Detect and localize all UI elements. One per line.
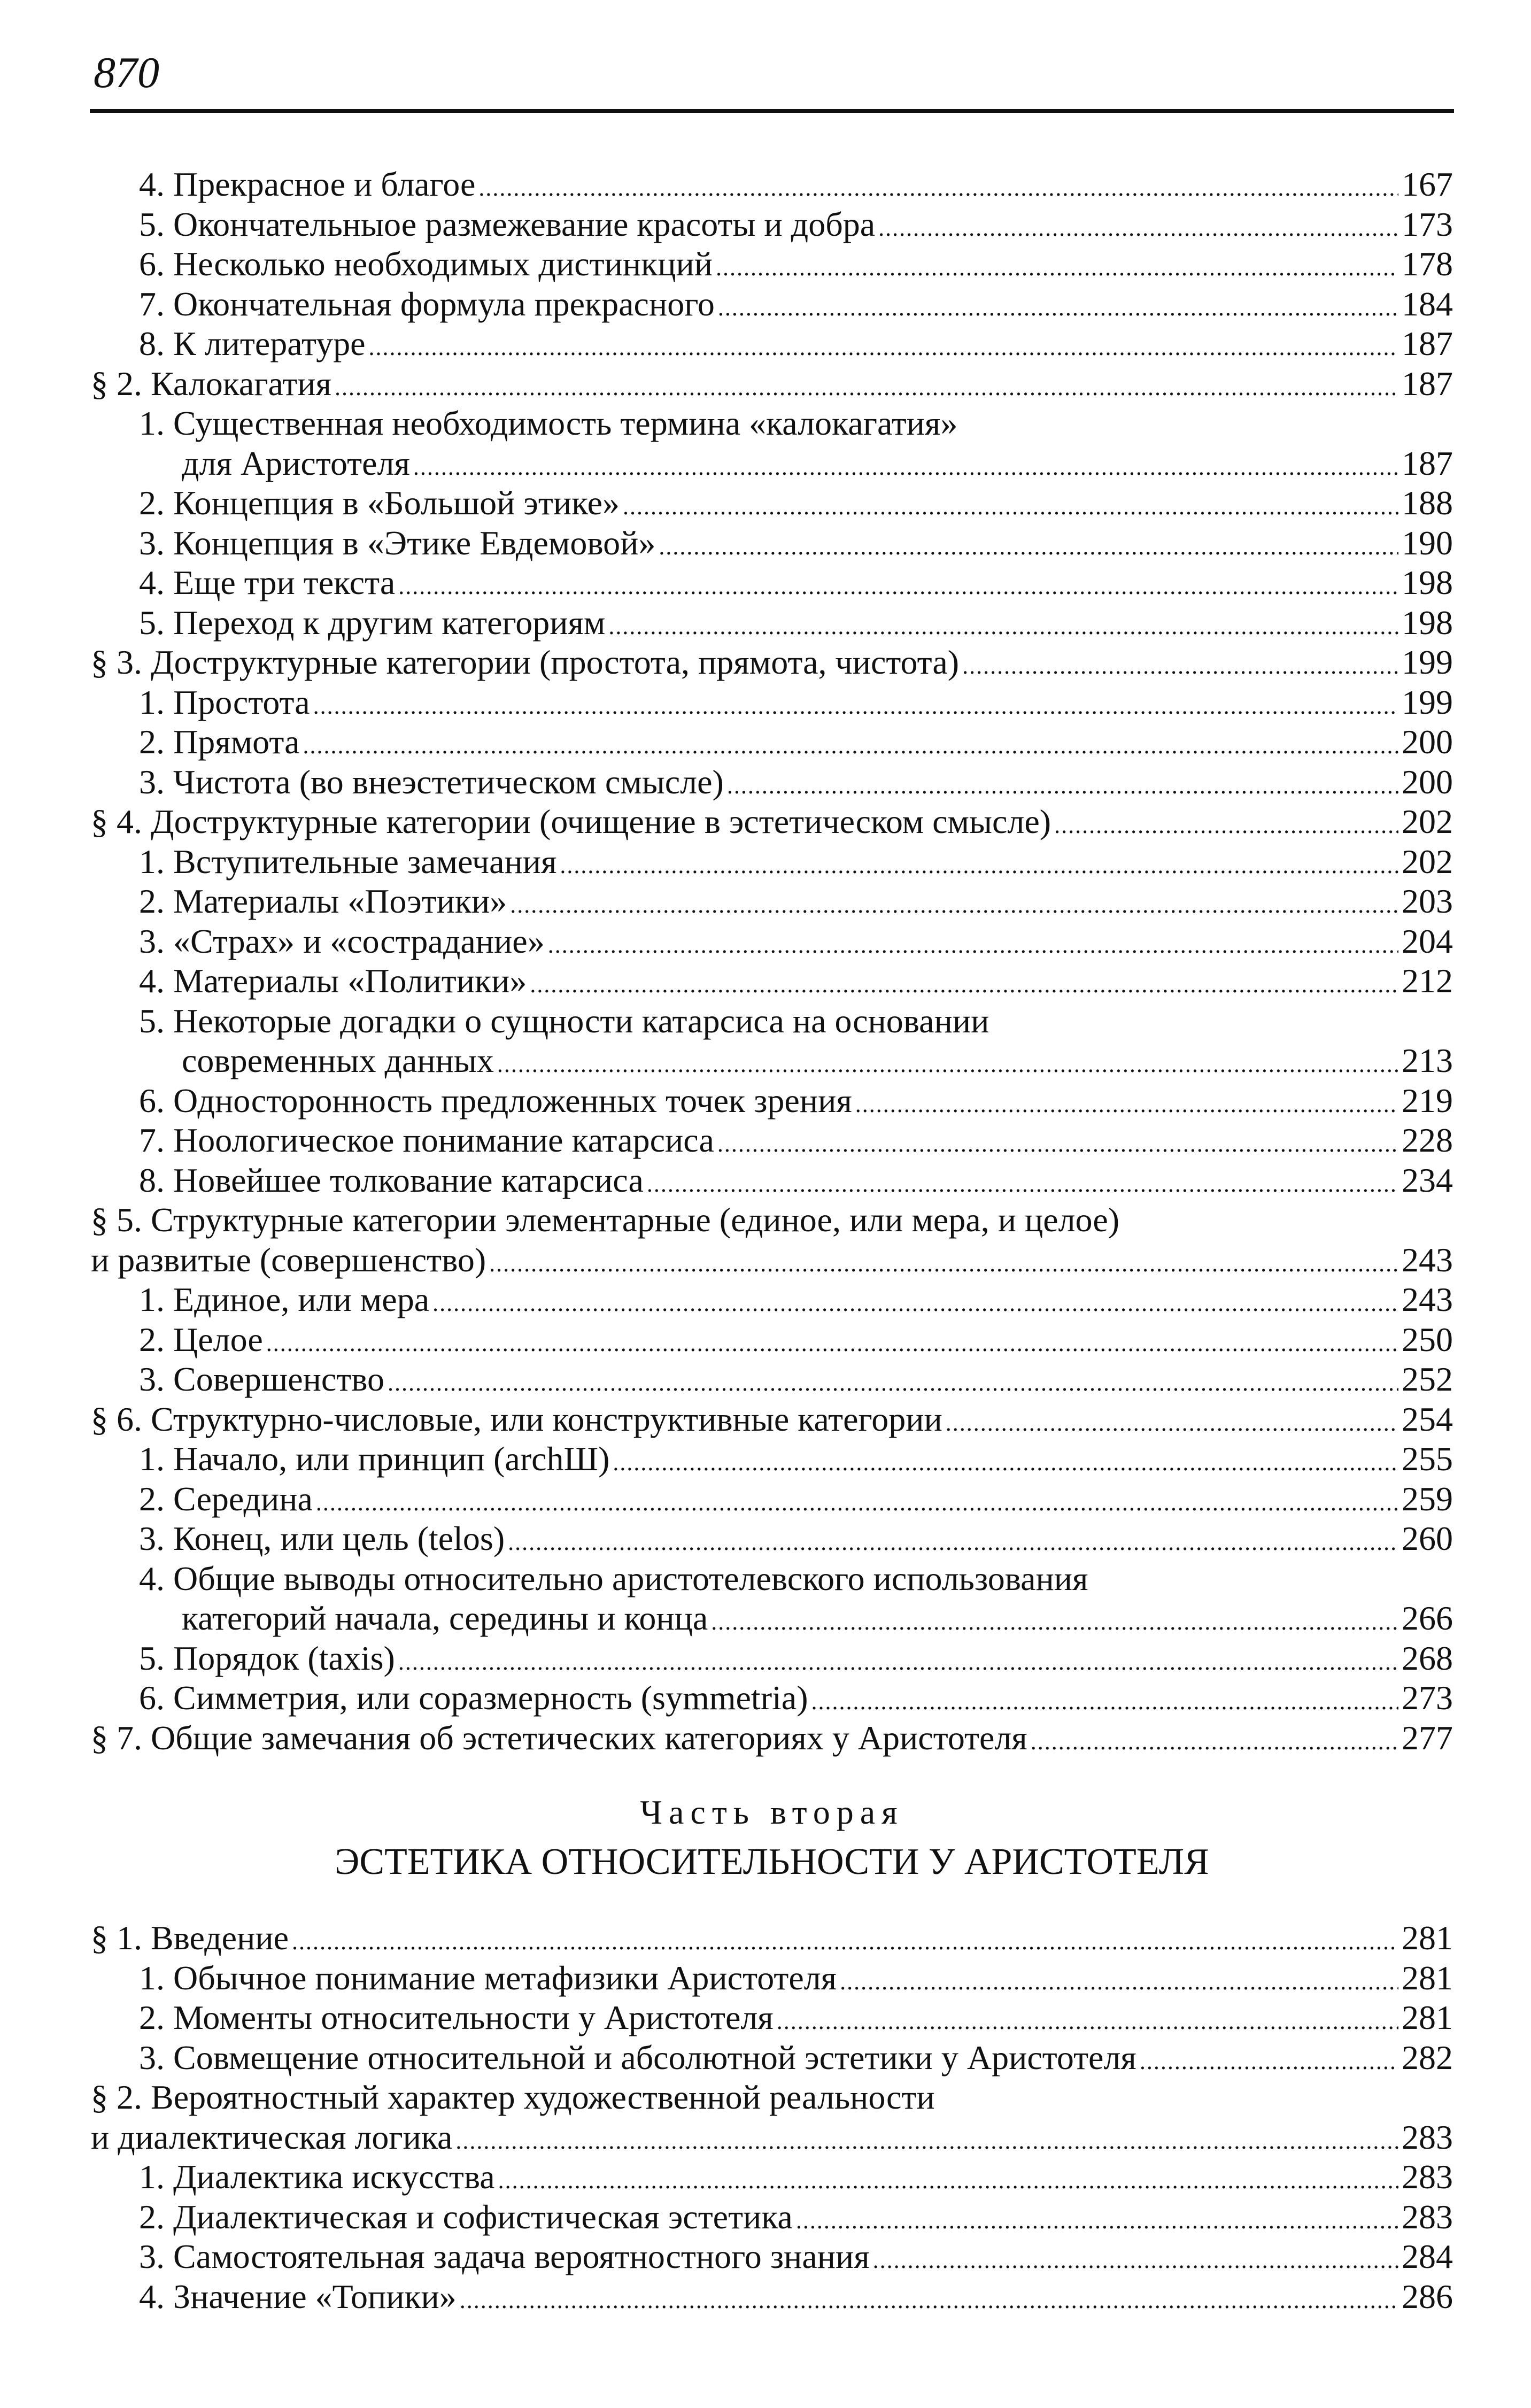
header-rule	[90, 109, 1454, 113]
toc-entry-page: 202	[1402, 802, 1453, 840]
toc-dot-leader	[498, 2161, 1398, 2201]
toc-entry	[91, 2197, 1453, 2237]
toc-entry	[91, 1479, 1453, 1519]
toc-entry	[91, 284, 1453, 325]
toc-entry-title: 6. Односторонность предложенных точек зрения	[139, 1081, 852, 1120]
toc-entry-page: 259	[1402, 1479, 1453, 1518]
toc-entry	[91, 1240, 1453, 1280]
toc-entry-title: современных данных	[182, 1041, 494, 1079]
toc-entry	[91, 1678, 1453, 1718]
toc-entry	[91, 1280, 1453, 1320]
table-of-contents-part-two	[91, 1918, 1453, 2317]
toc-entry	[91, 1958, 1453, 1998]
toc-entry-title: 2. Прямота	[139, 723, 300, 761]
toc-entry	[91, 1918, 1453, 1958]
toc-dot-leader	[717, 1124, 1398, 1164]
toc-dot-leader	[335, 368, 1398, 408]
toc-entry-title: 1. Простота	[139, 683, 310, 721]
toc-entry	[91, 1718, 1453, 1758]
toc-dot-leader	[659, 527, 1398, 567]
toc-entry-title: 1. Единое, или мера	[139, 1280, 430, 1318]
toc-entry-title: для Аристотеля	[182, 444, 410, 482]
toc-entry-title: 1. Существенная необходимость термина «калокагатия»	[139, 404, 958, 442]
toc-entry-page: 228	[1402, 1121, 1453, 1159]
toc-entry	[91, 1200, 1453, 1240]
toc-dot-leader	[718, 288, 1398, 328]
toc-dot-leader	[840, 1962, 1398, 2002]
toc-dot-leader	[266, 1324, 1398, 1364]
toc-entry-title: 5. Окончательныое размежевание красоты и добра	[139, 205, 876, 243]
toc-dot-leader	[548, 925, 1398, 966]
toc-entry-page: 284	[1402, 2237, 1453, 2275]
toc-entry-page: 200	[1402, 723, 1453, 761]
toc-entry-page: 212	[1402, 962, 1453, 1000]
toc-dot-leader	[530, 965, 1398, 1005]
toc-entry	[91, 1998, 1453, 2038]
toc-dot-leader	[878, 209, 1398, 249]
toc-entry-title: § 4. Доструктурные категории (очищение в эстетическом смысле)	[91, 802, 1051, 840]
toc-entry-title: 3. Чистота (во внеэстетическом смысле)	[139, 762, 724, 801]
toc-dot-leader	[316, 1483, 1398, 1523]
toc-entry-title: 1. Вступительные замечания	[139, 842, 557, 881]
toc-entry	[91, 2038, 1453, 2078]
toc-entry	[91, 882, 1453, 922]
toc-dot-leader	[432, 1284, 1398, 1324]
toc-entry-page: 281	[1402, 1998, 1453, 2036]
toc-entry	[91, 1320, 1453, 1360]
toc-entry-page: 184	[1402, 284, 1453, 323]
toc-dot-leader	[647, 1164, 1398, 1205]
toc-entry-page: 213	[1402, 1041, 1453, 1079]
toc-entry-page: 190	[1402, 523, 1453, 562]
toc-entry-title: 2. Целое	[139, 1320, 263, 1359]
toc-entry-title: и развитые (совершенство)	[91, 1240, 486, 1279]
toc-entry	[91, 1041, 1453, 1081]
toc-entry	[91, 523, 1453, 564]
toc-entry-title: § 3. Доструктурные категории (простота, прямота, чистота)	[91, 643, 960, 681]
toc-entry-page: 252	[1402, 1360, 1453, 1398]
toc-entry	[91, 444, 1453, 484]
toc-entry-title: 3. Концепция в «Этике Евдемовой»	[139, 523, 656, 562]
toc-entry-page: 187	[1402, 325, 1453, 362]
toc-dot-leader	[292, 1922, 1398, 1962]
toc-entry-page: 187	[1402, 364, 1453, 403]
toc-dot-leader	[623, 487, 1398, 527]
toc-entry	[91, 842, 1453, 882]
toc-entry-page: 254	[1402, 1400, 1453, 1438]
toc-entry	[91, 922, 1453, 962]
toc-entry-page: 281	[1402, 1958, 1453, 1997]
toc-entry	[91, 1360, 1453, 1400]
toc-entry-title: 3. Совмещение относительной и абсолютной эстетики у Аристотеля	[139, 2038, 1136, 2077]
toc-entry	[91, 324, 1453, 364]
toc-entry	[91, 802, 1453, 842]
toc-entry-page: 234	[1402, 1161, 1453, 1199]
toc-entry-title: 4. Общие выводы относительно аристотелевского использования	[139, 1559, 1088, 1597]
toc-entry-title: § 1. Введение	[91, 1919, 289, 1957]
toc-entry-page: 277	[1402, 1718, 1453, 1757]
toc-entry	[91, 643, 1453, 683]
toc-entry-page: 200	[1402, 762, 1453, 801]
table-of-contents-part-one	[91, 165, 1453, 1758]
toc-entry-title: 4. Материалы «Политики»	[139, 962, 527, 1000]
toc-dot-leader	[613, 1443, 1398, 1483]
part-title: ЭСТЕТИКА ОТНОСИТЕЛЬНОСТИ У АРИСТОТЕЛЯ	[335, 1841, 1209, 1882]
toc-dot-leader	[460, 2281, 1398, 2321]
toc-dot-leader	[1031, 1722, 1398, 1762]
toc-dot-leader	[388, 1363, 1398, 1403]
toc-dot-leader	[962, 646, 1398, 686]
toc-entry-page: 198	[1402, 564, 1453, 601]
toc-entry	[91, 165, 1453, 205]
toc-dot-leader	[711, 1602, 1398, 1642]
toc-dot-leader	[727, 766, 1398, 806]
toc-dot-leader	[369, 328, 1398, 368]
toc-entry-page: 202	[1402, 842, 1453, 881]
toc-entry	[91, 1081, 1453, 1121]
toc-dot-leader	[855, 1085, 1398, 1125]
toc-dot-leader	[489, 1244, 1398, 1284]
toc-entry-title: 2. Материалы «Поэтики»	[139, 882, 507, 920]
toc-entry-page: 266	[1402, 1599, 1453, 1637]
toc-entry	[91, 1519, 1453, 1559]
toc-entry-title: 3. «Страх» и «сострадание»	[139, 922, 545, 960]
toc-dot-leader	[478, 168, 1398, 209]
toc-entry-page: 187	[1402, 444, 1453, 482]
toc-entry-title: § 5. Структурные категории элементарные (единое, или мера, и целое)	[91, 1201, 1120, 1239]
toc-dot-leader	[873, 2241, 1398, 2281]
toc-entry-page: 283	[1402, 2158, 1453, 2196]
toc-entry-page: 199	[1402, 683, 1453, 721]
toc-entry-title: 1. Диалектика искусства	[139, 2158, 495, 2196]
toc-entry-title: 6. Симметрия, или соразмерность (symmetria)	[139, 1679, 808, 1717]
toc-entry	[91, 404, 1453, 444]
part-label: Часть вторая	[640, 1793, 904, 1831]
toc-entry	[91, 205, 1453, 245]
toc-dot-leader	[1054, 806, 1398, 846]
toc-entry	[91, 2277, 1453, 2317]
toc-entry	[91, 2157, 1453, 2197]
toc-dot-leader	[413, 447, 1398, 488]
toc-entry-title: 5. Переход к другим категориям	[139, 603, 606, 642]
toc-entry	[91, 1599, 1453, 1639]
toc-entry-page: 243	[1402, 1240, 1453, 1279]
toc-entry	[91, 1400, 1453, 1440]
toc-entry-page: 286	[1402, 2277, 1453, 2316]
toc-entry-title: 2. Моменты относительности у Аристотеля	[139, 1998, 774, 2036]
toc-entry-page: 204	[1402, 922, 1453, 960]
page-number: 870	[94, 48, 159, 97]
toc-dot-leader	[716, 248, 1398, 288]
toc-entry	[91, 364, 1453, 404]
toc-entry-title: 2. Середина	[139, 1479, 313, 1518]
toc-dot-leader	[303, 726, 1398, 766]
toc-dot-leader	[946, 1403, 1398, 1444]
toc-entry-page: 178	[1402, 245, 1453, 283]
toc-dot-leader	[777, 2002, 1398, 2042]
toc-entry-page: 282	[1402, 2038, 1453, 2077]
toc-entry-title: 4. Прекрасное и благое	[139, 165, 476, 203]
toc-entry-title: и диалектическая логика	[91, 2118, 453, 2156]
toc-dot-leader	[508, 1523, 1398, 1563]
toc-dot-leader	[510, 885, 1398, 925]
toc-entry	[91, 1121, 1453, 1161]
toc-entry	[91, 1161, 1453, 1201]
toc-entry-page: 219	[1402, 1081, 1453, 1120]
toc-entry-title: 8. К литературе	[139, 325, 366, 362]
toc-dot-leader	[796, 2201, 1398, 2241]
toc-entry-page: 250	[1402, 1320, 1453, 1359]
toc-entry-title: 2. Концепция в «Большой этике»	[139, 484, 620, 522]
toc-entry-title: 6. Несколько необходимых дистинкций	[139, 245, 713, 283]
toc-entry	[91, 722, 1453, 762]
toc-dot-leader	[497, 1045, 1398, 1085]
toc-entry-title: 5. Некоторые догадки о сущности катарсиса на основании	[139, 1001, 989, 1040]
toc-entry	[91, 1439, 1453, 1479]
toc-entry-title: 5. Порядок (taxis)	[139, 1639, 395, 1677]
toc-entry-title: 7. Ноологическое понимание катарсиса	[139, 1121, 714, 1159]
toc-entry-title: 3. Совершенство	[139, 1360, 385, 1398]
toc-entry	[91, 483, 1453, 523]
toc-entry-title: § 2. Вероятностный характер художественной реальности	[91, 2078, 935, 2116]
toc-dot-leader	[398, 567, 1398, 607]
toc-entry-page: 199	[1402, 643, 1453, 681]
toc-dot-leader	[398, 1642, 1398, 1682]
toc-entry	[91, 1639, 1453, 1679]
toc-entry-title: 4. Еще три текста	[139, 564, 396, 601]
toc-entry-title: 3. Самостоятельная задача вероятностного знания	[139, 2237, 870, 2275]
toc-entry-page: 198	[1402, 603, 1453, 642]
toc-entry-page: 281	[1402, 1919, 1453, 1957]
toc-dot-leader	[1140, 2042, 1398, 2082]
toc-entry	[91, 1001, 1453, 1041]
toc-entry	[91, 2118, 1453, 2158]
toc-entry-page: 255	[1402, 1440, 1453, 1478]
toc-entry-page: 173	[1402, 205, 1453, 243]
toc-entry-page: 167	[1402, 165, 1453, 203]
toc-entry-title: категорий начала, середины и конца	[182, 1599, 708, 1637]
toc-entry-title: 1. Начало, или принцип (archШ)	[139, 1440, 610, 1478]
toc-entry-title: § 6. Структурно-числовые, или конструктивные категории	[91, 1400, 942, 1438]
toc-entry	[91, 961, 1453, 1001]
toc-entry-title: 7. Окончательная формула прекрасного	[139, 284, 715, 323]
toc-dot-leader	[560, 846, 1398, 886]
toc-entry-page: 273	[1402, 1679, 1453, 1717]
toc-entry	[91, 603, 1453, 643]
toc-entry-title: § 2. Калокагатия	[91, 364, 331, 403]
toc-entry-page: 283	[1402, 2197, 1453, 2236]
toc-entry	[91, 683, 1453, 723]
toc-dot-leader	[811, 1682, 1399, 1722]
toc-entry	[91, 244, 1453, 284]
toc-entry-title: 8. Новейшее толкование катарсиса	[139, 1161, 644, 1199]
toc-entry-title: 2. Диалектическая и софистическая эстетика	[139, 2197, 793, 2236]
toc-entry	[91, 2078, 1453, 2118]
toc-entry-page: 243	[1402, 1280, 1453, 1318]
toc-entry-page: 188	[1402, 484, 1453, 522]
toc-entry-title: 4. Значение «Топики»	[139, 2277, 457, 2316]
toc-entry	[91, 762, 1453, 802]
toc-dot-leader	[455, 2121, 1398, 2162]
toc-entry-page: 268	[1402, 1639, 1453, 1677]
toc-entry-title: § 7. Общие замечания об эстетических категориях у Аристотеля	[91, 1718, 1027, 1757]
toc-entry-title: 1. Обычное понимание метафизики Аристотеля	[139, 1958, 837, 1997]
toc-entry	[91, 2237, 1453, 2277]
toc-entry	[91, 563, 1453, 603]
toc-entry-page: 283	[1402, 2118, 1453, 2156]
toc-entry	[91, 1559, 1453, 1599]
toc-dot-leader	[608, 607, 1398, 647]
toc-entry-page: 260	[1402, 1519, 1453, 1557]
toc-entry-page: 203	[1402, 882, 1453, 920]
toc-dot-leader	[313, 686, 1398, 727]
toc-entry-title: 3. Конец, или цель (telos)	[139, 1519, 505, 1557]
